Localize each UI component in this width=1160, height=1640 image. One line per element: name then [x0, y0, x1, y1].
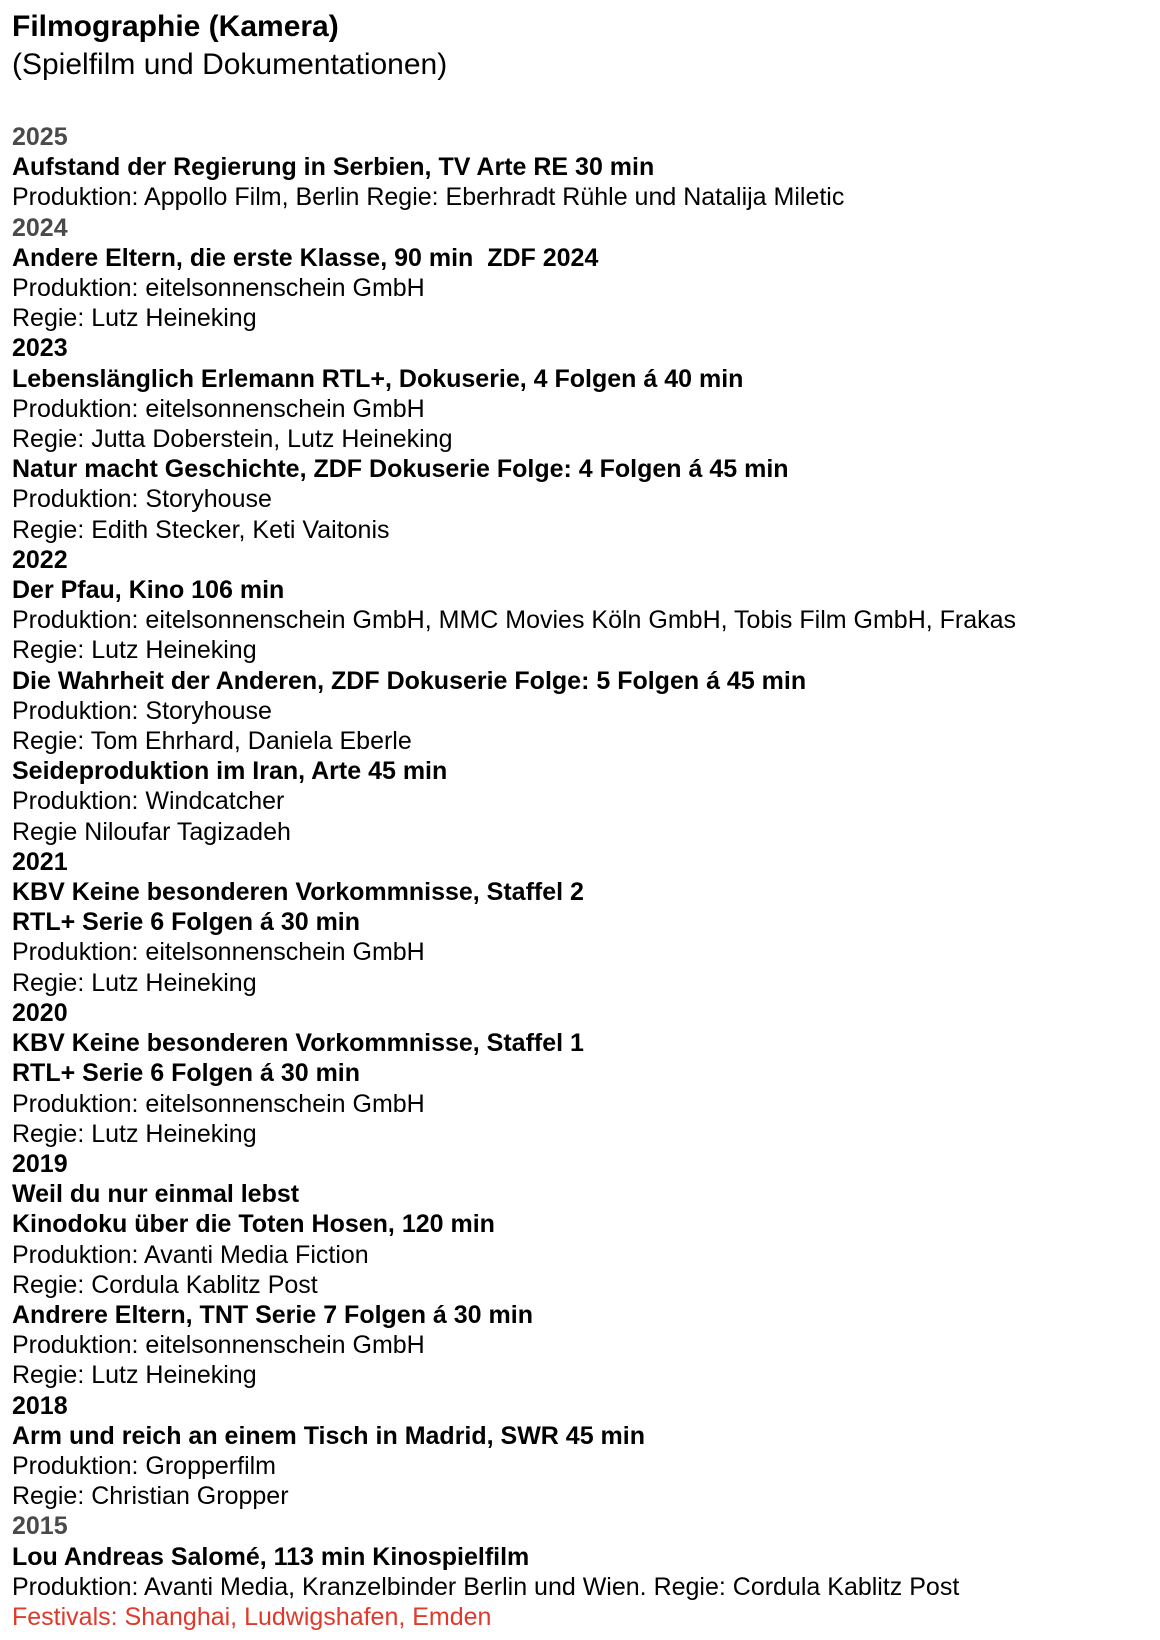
entry-detail: Produktion: Avanti Media Fiction: [12, 1240, 369, 1269]
year-heading: 2022: [12, 545, 68, 574]
entry-detail: Regie Niloufar Tagizadeh: [12, 817, 291, 846]
page-subtitle: (Spielfilm und Dokumentationen): [12, 48, 448, 81]
entry-title: KBV Keine besonderen Vorkommnisse, Staffel 1: [12, 1029, 584, 1058]
entry-detail: Produktion: Storyhouse: [12, 696, 272, 725]
year-heading: 2015: [12, 1512, 68, 1541]
festival-note: Festivals: Shanghai, Ludwigshafen, Emden: [12, 1602, 492, 1631]
entry-detail: Produktion: eitelsonnenschein GmbH: [12, 394, 425, 423]
entry-title: Lou Andreas Salomé, 113 min Kinospielfilm: [12, 1542, 530, 1571]
entry-detail: Produktion: eitelsonnenschein GmbH: [12, 938, 425, 967]
entry-detail: Regie: Lutz Heineking: [12, 304, 257, 333]
entry-detail: Regie: Edith Stecker, Keti Vaitonis: [12, 515, 390, 544]
entry-detail: Produktion: eitelsonnenschein GmbH: [12, 1089, 425, 1118]
entry-title: Die Wahrheit der Anderen, ZDF Dokuserie Folge: 5 Folgen á 45 min: [12, 666, 807, 695]
entry-detail: Produktion: Windcatcher: [12, 787, 285, 816]
year-heading: 2018: [12, 1391, 68, 1420]
year-heading: 2023: [12, 334, 68, 363]
entry-detail: Produktion: Avanti Media, Kranzelbinder Berlin und Wien. Regie: Cordula Kablitz Post: [12, 1572, 960, 1601]
entry-detail: Produktion: Storyhouse: [12, 485, 272, 514]
entry-title: Lebenslänglich Erlemann RTL+, Dokuserie, 4 Folgen á 40 min: [12, 364, 744, 393]
entry-detail: Regie: Lutz Heineking: [12, 1119, 257, 1148]
entry-detail: Regie: Lutz Heineking: [12, 636, 257, 665]
year-heading: 2025: [12, 123, 68, 151]
entry-detail: Regie: Jutta Doberstein, Lutz Heineking: [12, 425, 453, 454]
entry-title: KBV Keine besonderen Vorkommnisse, Staffel 2: [12, 878, 584, 907]
year-heading: 2020: [12, 998, 68, 1027]
entry-title: Andrere Eltern, TNT Serie 7 Folgen á 30 min: [12, 1300, 533, 1329]
entry-detail: Regie: Lutz Heineking: [12, 1361, 257, 1390]
entry-title: Der Pfau, Kino 106 min: [12, 576, 285, 605]
entry-detail: Regie: Christian Gropper: [12, 1482, 289, 1511]
entry-detail: Produktion: Gropperfilm: [12, 1451, 277, 1480]
entry-detail: Regie: Cordula Kablitz Post: [12, 1270, 318, 1299]
entry-detail: Produktion: eitelsonnenschein GmbH: [12, 274, 425, 303]
entry-title: Seideproduktion im Iran, Arte 45 min: [12, 757, 448, 786]
entry-detail: Produktion: Appollo Film, Berlin Regie: Eberhradt Rühle und Natalija Miletic: [12, 183, 845, 212]
entry-title: Natur macht Geschichte, ZDF Dokuserie Folge: 4 Folgen á 45 min: [12, 455, 789, 484]
page-title: Filmographie (Kamera): [12, 10, 339, 43]
entry-title: Andere Eltern, die erste Klasse, 90 min ZDF 2024: [12, 243, 599, 272]
entry-title: Arm und reich an einem Tisch in Madrid, SWR 45 min: [12, 1421, 645, 1450]
year-heading: 2019: [12, 1149, 68, 1178]
entry-detail: Regie: Lutz Heineking: [12, 968, 257, 997]
filmography-list: [12, 122, 1148, 1632]
entry-title: Weil du nur einmal lebst: [12, 1180, 300, 1209]
year-heading: 2024: [12, 213, 68, 242]
entry-title: RTL+ Serie 6 Folgen á 30 min: [12, 1059, 361, 1088]
entry-detail: Produktion: eitelsonnenschein GmbH, MMC Movies Köln GmbH, Tobis Film GmbH, Frakas: [12, 606, 1017, 635]
entry-detail: Produktion: eitelsonnenschein GmbH: [12, 1331, 425, 1360]
year-heading: 2021: [12, 847, 68, 876]
entry-title: Aufstand der Regierung in Serbien, TV Arte RE 30 min: [12, 153, 655, 182]
entry-title: Kinodoku über die Toten Hosen, 120 min: [12, 1210, 495, 1239]
entry-title: RTL+ Serie 6 Folgen á 30 min: [12, 908, 361, 937]
entry-detail: Regie: Tom Ehrhard, Daniela Eberle: [12, 727, 412, 756]
